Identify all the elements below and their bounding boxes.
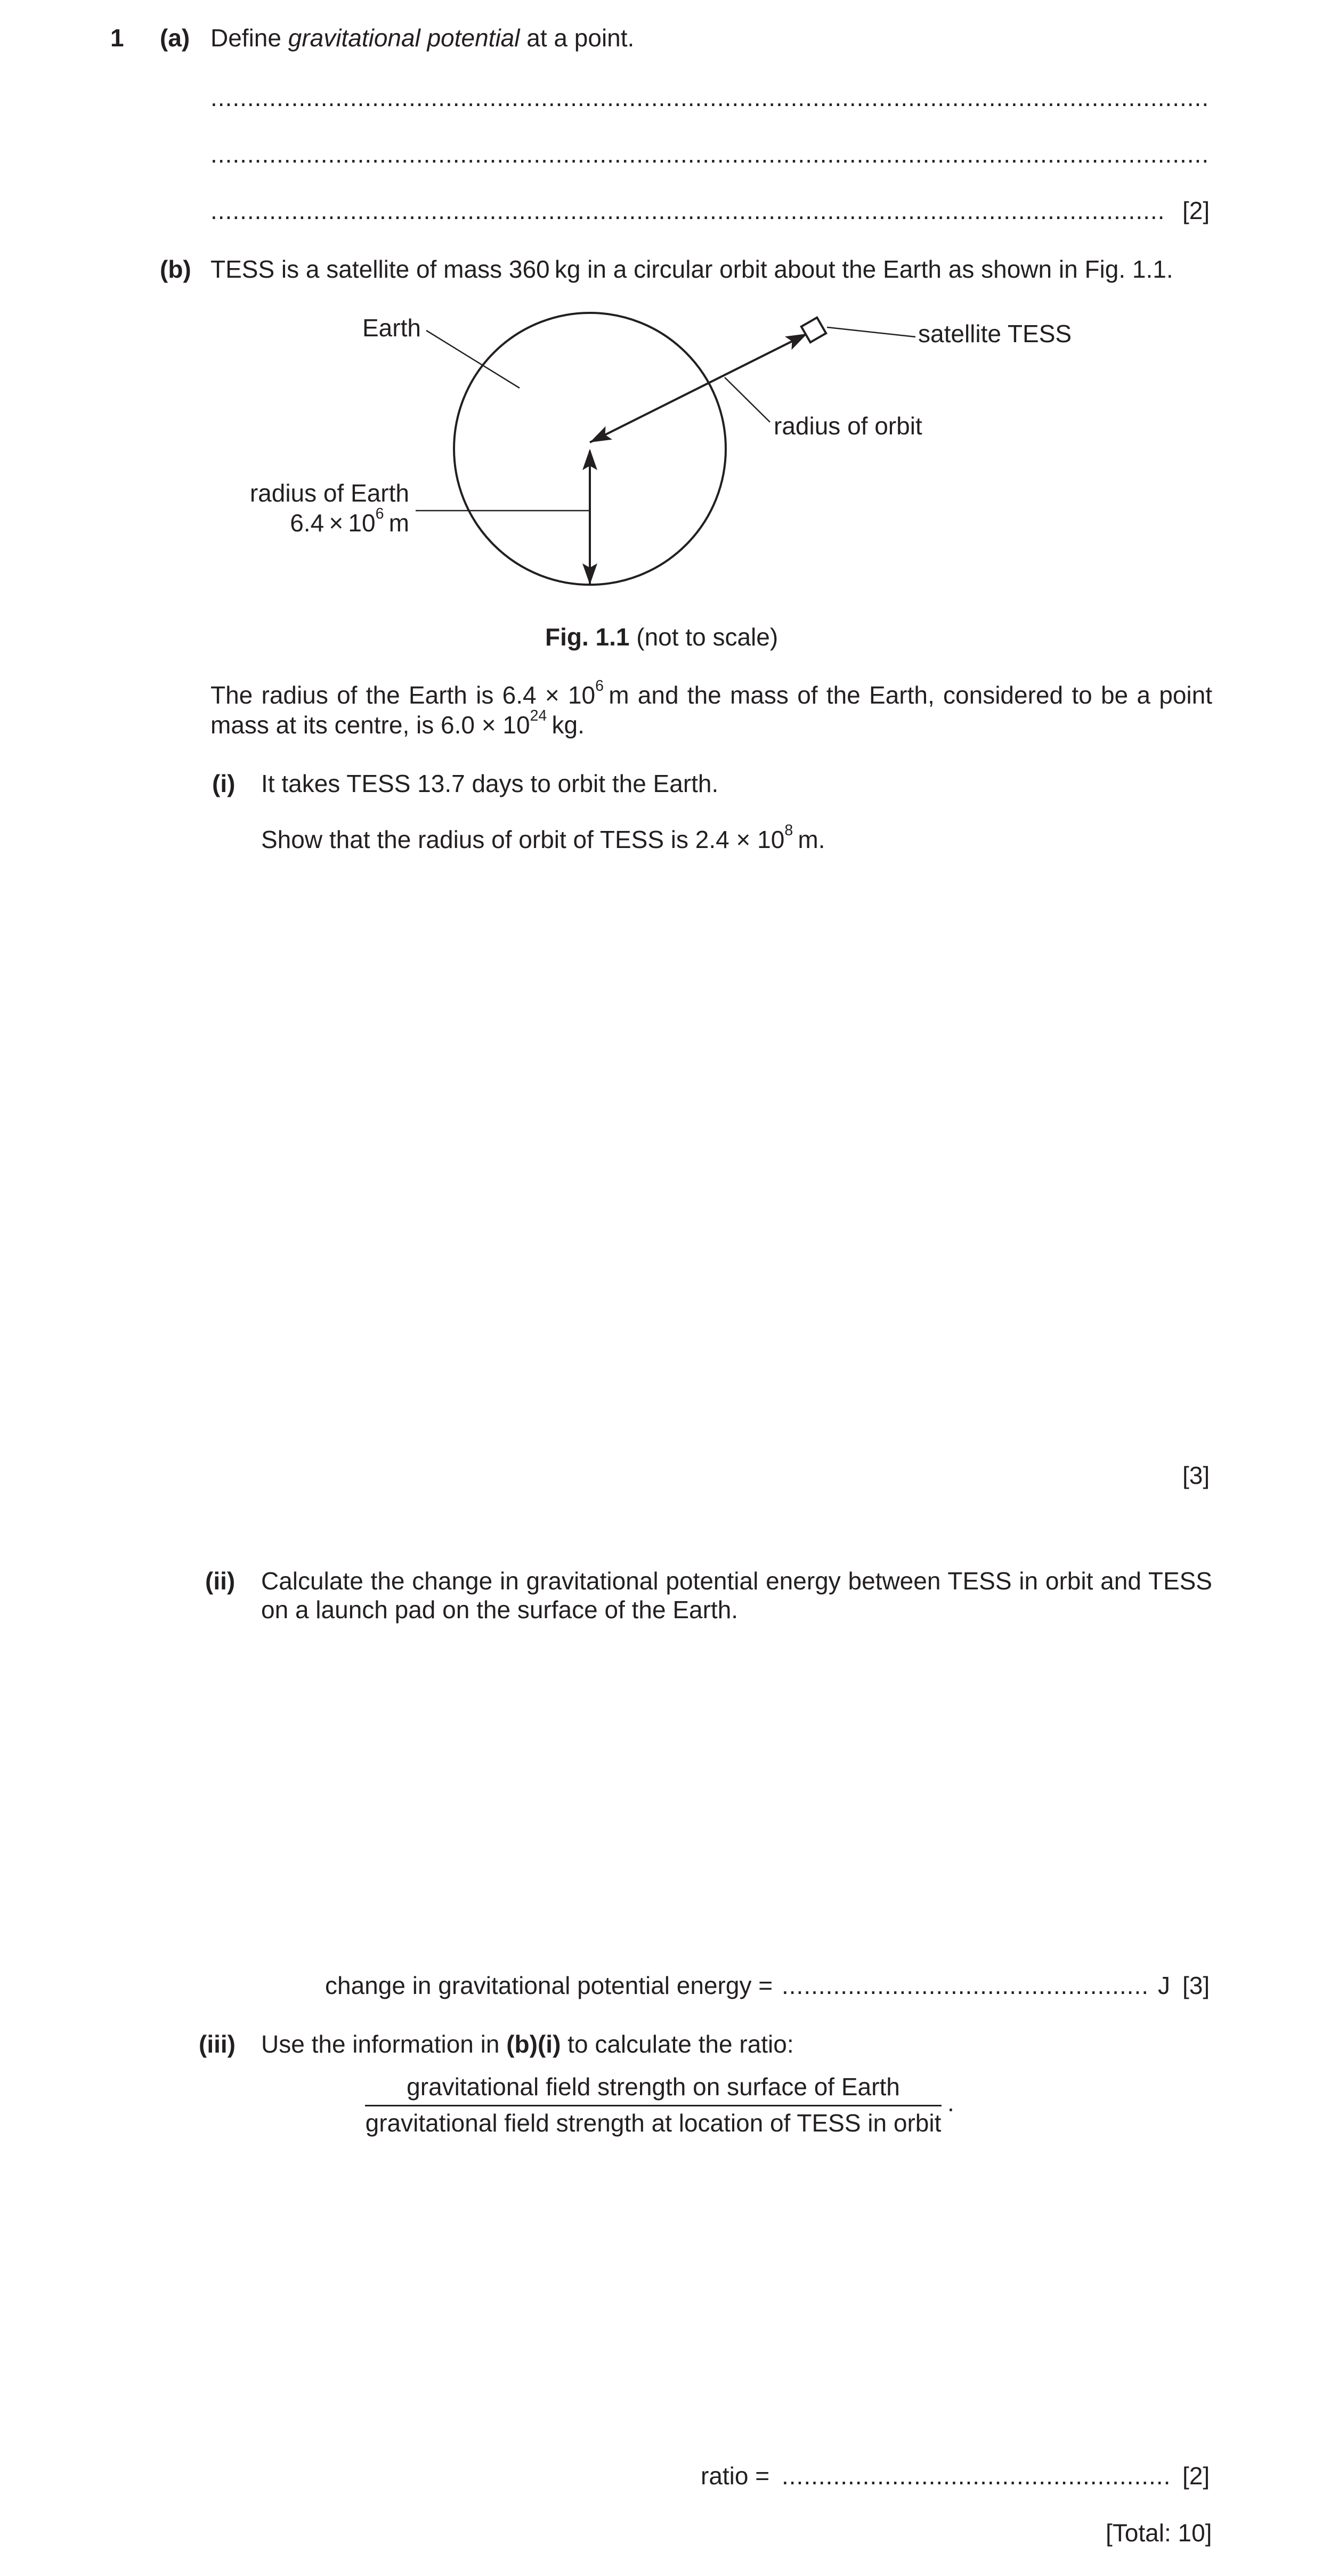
label-radius-of-earth: radius of Earth (249, 479, 409, 507)
part-ii-answer-space[interactable] (261, 1631, 1212, 1961)
part-iii-label: (iii) (199, 2030, 236, 2058)
satellite-leader-line (827, 327, 915, 337)
ratio-fraction (365, 2072, 942, 2138)
orbit-radius-leader-line (725, 377, 770, 422)
part-a-question: Define gravitational potential at a point. (210, 24, 635, 52)
gpe-answer-line[interactable] (782, 1971, 1148, 2000)
gpe-answer-label: change in gravitational potential energy = (325, 1972, 773, 1999)
total-marks: [Total: 10] (1106, 2519, 1212, 2547)
part-i-label: (i) (212, 770, 236, 797)
figure-caption: Fig. 1.1 (not to scale) (545, 623, 778, 651)
part-ii-question: Calculate the change in gravitational potential energy between TESS in orbit and TESS on a launch pad on the surface of the Earth. (261, 1567, 1212, 1624)
marks-b-ii: [3] (1182, 1972, 1210, 1999)
marks-b-iii: [2] (1182, 2462, 1210, 2490)
marks-b-i: [3] (1182, 1461, 1210, 1489)
label-earth: Earth (362, 314, 421, 342)
part-iii-question: Use the information in (b)(i) to calculate the ratio: (261, 2030, 794, 2058)
part-a-label: (a) (160, 24, 190, 52)
part-iii-answer-space[interactable] (261, 2153, 1212, 2452)
ratio-answer-label: ratio = (701, 2462, 770, 2490)
earth-data-paragraph: The radius of the Earth is $6.4 \times 10^6$ m and the mass of the Earth, considered to be a point mass at its centre, is $6.0 \times 10^{24}$ kg. (210, 677, 1212, 739)
ratio-answer-line[interactable] (782, 2461, 1172, 2491)
question-number: 1 (110, 24, 124, 52)
figure-1-1 (0, 0, 1322, 651)
part-i-line2: Show that the radius of orbit of TESS is $2.4 \times 10^8$ m. (261, 821, 825, 853)
satellite-icon (801, 318, 826, 342)
marks-a: [2] (1182, 197, 1210, 224)
gpe-answer-unit: J (1158, 1972, 1170, 1999)
ratio-numerator: gravitational field strength on surface of Earth (365, 2072, 942, 2106)
ratio-denominator: gravitational field strength at location of TESS in orbit (365, 2109, 942, 2137)
part-b-intro: TESS is a satellite of mass 360 kg in a circular orbit about the Earth as shown in Fig. 1.1. (210, 255, 1173, 283)
orbit-diagram (0, 0, 1322, 640)
label-radius-of-orbit: radius of orbit (774, 412, 922, 440)
part-ii-label: (ii) (205, 1567, 236, 1595)
part-b-label: (b) (160, 255, 191, 283)
part-i-line1: It takes TESS 13.7 days to orbit the Earth. (261, 770, 719, 797)
part-i-answer-space[interactable] (210, 874, 1212, 1450)
ratio-trailing-period: . (947, 2089, 954, 2117)
label-satellite-tess: satellite TESS (918, 320, 1072, 348)
label-radius-of-earth-value: $6.4 \times 10^6$ m (290, 505, 409, 537)
